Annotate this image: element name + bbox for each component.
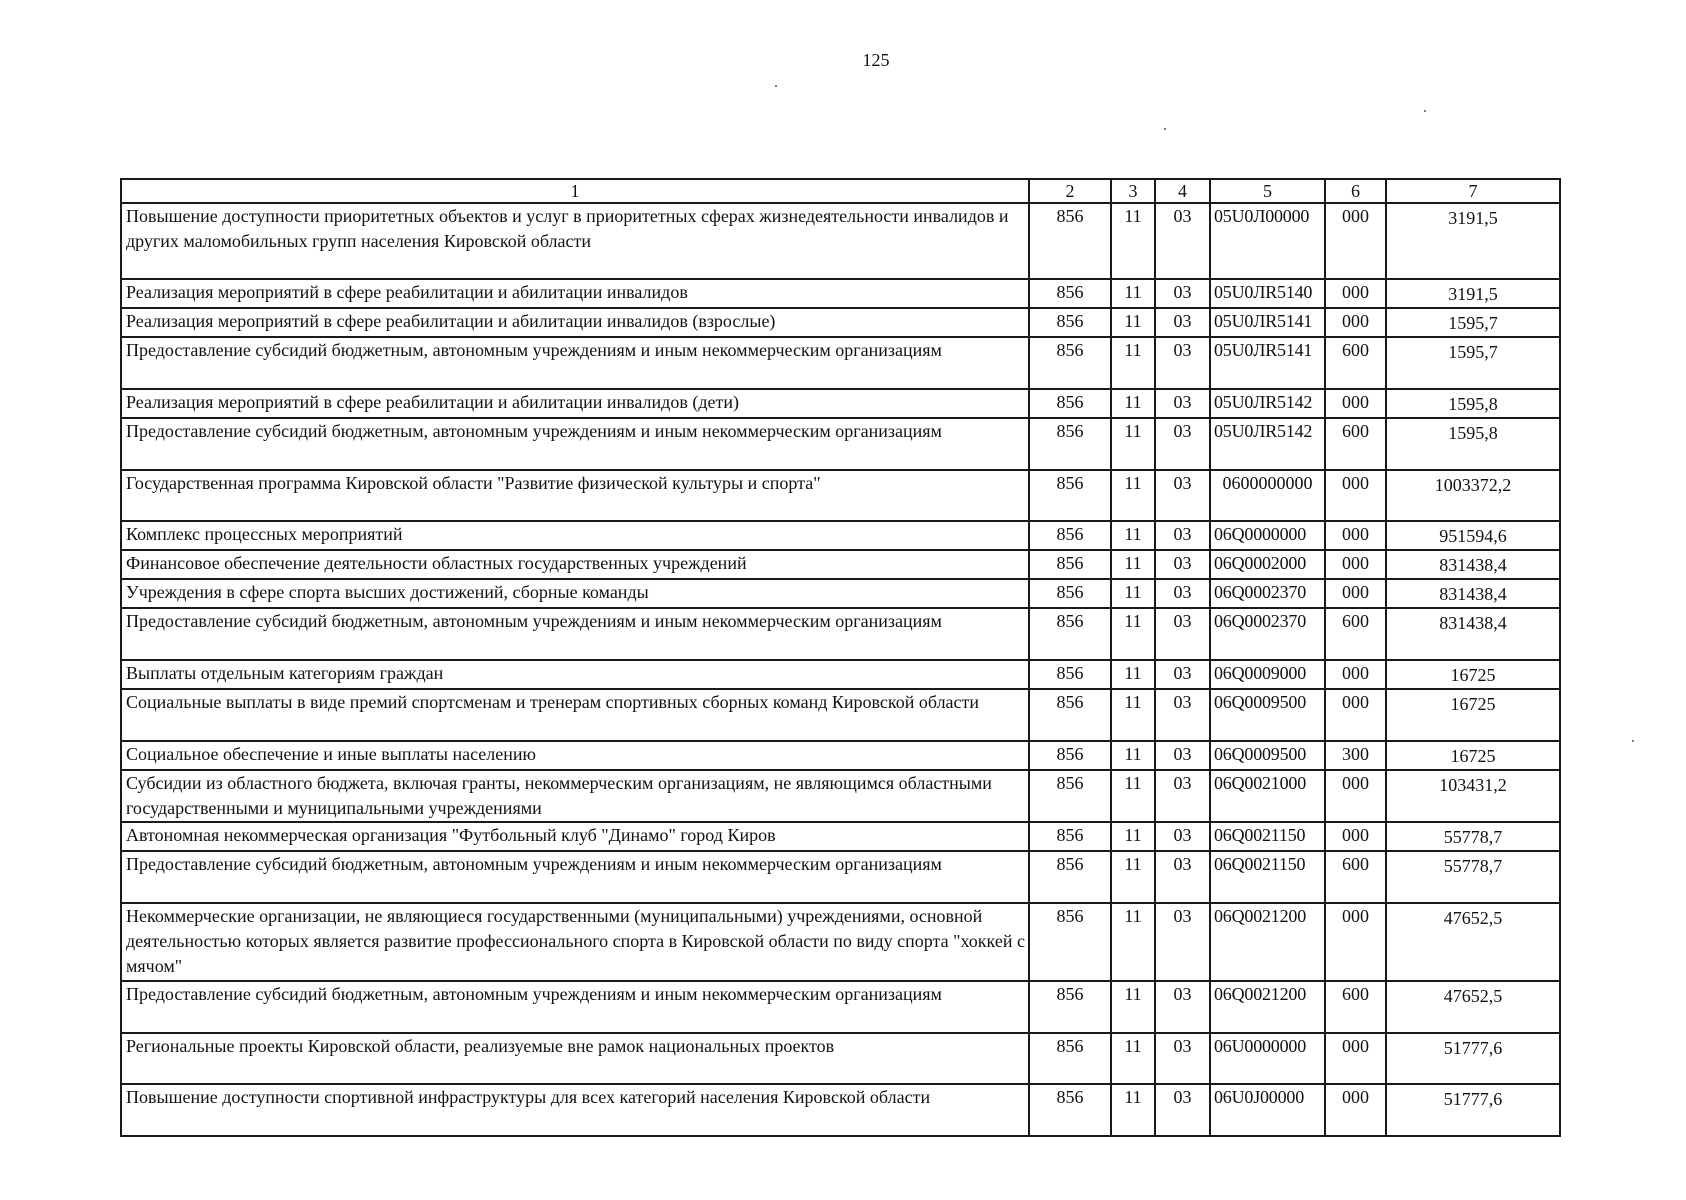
- row-code-3: 11: [1111, 903, 1155, 981]
- row-code-5: 05U0ЛR5140: [1210, 279, 1325, 308]
- row-amount: 831438,4: [1386, 608, 1560, 660]
- row-amount: 51777,6: [1386, 1084, 1560, 1136]
- row-code-6: 600: [1325, 337, 1386, 389]
- row-code-3: 11: [1111, 279, 1155, 308]
- row-code-3: 11: [1111, 470, 1155, 521]
- row-code-2: 856: [1029, 521, 1111, 550]
- table-row: [121, 389, 1560, 418]
- row-code-5: 06Q0021150: [1210, 822, 1325, 851]
- row-code-5: 06U0000000: [1210, 1033, 1325, 1084]
- table-row: [121, 660, 1560, 689]
- row-code-4: 03: [1155, 1033, 1210, 1084]
- table-row: [121, 851, 1560, 903]
- row-amount: 51777,6: [1386, 1033, 1560, 1084]
- row-code-6: 000: [1325, 203, 1386, 279]
- row-code-4: 03: [1155, 579, 1210, 608]
- row-code-3: 11: [1111, 770, 1155, 822]
- row-code-5: 05U0Л00000: [1210, 203, 1325, 279]
- row-code-5: 06Q0021000: [1210, 770, 1325, 822]
- row-code-3: 11: [1111, 822, 1155, 851]
- row-code-3: 11: [1111, 660, 1155, 689]
- row-amount: 951594,6: [1386, 521, 1560, 550]
- row-name: Финансовое обеспечение деятельности областных государственных учреждений: [121, 550, 1029, 579]
- row-name: Предоставление субсидий бюджетным, автономным учреждениям и иным некоммерческим организациям: [121, 608, 1029, 660]
- row-name: Социальное обеспечение и иные выплаты населению: [121, 741, 1029, 770]
- row-code-3: 11: [1111, 203, 1155, 279]
- row-code-2: 856: [1029, 418, 1111, 470]
- table-row: [121, 579, 1560, 608]
- table-row: [121, 608, 1560, 660]
- row-code-4: 03: [1155, 770, 1210, 822]
- table-row: [121, 470, 1560, 521]
- row-code-4: 03: [1155, 1084, 1210, 1136]
- column-header: 4: [1155, 179, 1210, 203]
- row-name: Предоставление субсидий бюджетным, автономным учреждениям и иным некоммерческим организациям: [121, 418, 1029, 470]
- row-code-3: 11: [1111, 851, 1155, 903]
- table-row: [121, 689, 1560, 741]
- row-code-6: 300: [1325, 741, 1386, 770]
- row-name: Региональные проекты Кировской области, реализуемые вне рамок национальных проектов: [121, 1033, 1029, 1084]
- row-code-4: 03: [1155, 389, 1210, 418]
- row-amount: 1595,8: [1386, 389, 1560, 418]
- table-row: [121, 418, 1560, 470]
- row-code-2: 856: [1029, 689, 1111, 741]
- row-code-5: 06Q0021200: [1210, 981, 1325, 1033]
- table-row: [121, 981, 1560, 1033]
- row-code-3: 11: [1111, 308, 1155, 337]
- row-code-4: 03: [1155, 308, 1210, 337]
- row-name: Учреждения в сфере спорта высших достижений, сборные команды: [121, 579, 1029, 608]
- table-row: [121, 1084, 1560, 1136]
- row-code-6: 000: [1325, 389, 1386, 418]
- row-code-3: 11: [1111, 550, 1155, 579]
- row-code-6: 000: [1325, 689, 1386, 741]
- row-code-6: 000: [1325, 1084, 1386, 1136]
- row-name: Предоставление субсидий бюджетным, автономным учреждениям и иным некоммерческим организациям: [121, 851, 1029, 903]
- row-code-6: 000: [1325, 521, 1386, 550]
- row-code-4: 03: [1155, 279, 1210, 308]
- page-number: 125: [862, 50, 890, 70]
- row-code-6: 000: [1325, 308, 1386, 337]
- row-code-2: 856: [1029, 1033, 1111, 1084]
- row-code-2: 856: [1029, 203, 1111, 279]
- row-code-4: 03: [1155, 822, 1210, 851]
- table-row: [121, 550, 1560, 579]
- row-code-3: 11: [1111, 337, 1155, 389]
- row-code-5: 05U0ЛR5142: [1210, 389, 1325, 418]
- row-code-2: 856: [1029, 389, 1111, 418]
- row-code-5: 06U0J00000: [1210, 1084, 1325, 1136]
- row-code-5: 06Q0000000: [1210, 521, 1325, 550]
- row-code-2: 856: [1029, 550, 1111, 579]
- row-name: Повышение доступности спортивной инфраструктуры для всех категорий населения Кировской области: [121, 1084, 1029, 1136]
- row-code-3: 11: [1111, 1033, 1155, 1084]
- row-name: Выплаты отдельным категориям граждан: [121, 660, 1029, 689]
- header-row: [121, 179, 1560, 203]
- row-code-2: 856: [1029, 579, 1111, 608]
- row-amount: 1595,7: [1386, 337, 1560, 389]
- row-amount: 47652,5: [1386, 903, 1560, 981]
- row-code-2: 856: [1029, 279, 1111, 308]
- row-code-5: 06Q0009000: [1210, 660, 1325, 689]
- row-code-5: 06Q0009500: [1210, 741, 1325, 770]
- row-code-6: 600: [1325, 981, 1386, 1033]
- table-row: [121, 279, 1560, 308]
- table-row: [121, 1033, 1560, 1084]
- row-code-3: 11: [1111, 741, 1155, 770]
- row-amount: 831438,4: [1386, 579, 1560, 608]
- row-amount: 16725: [1386, 741, 1560, 770]
- row-code-6: 000: [1325, 822, 1386, 851]
- row-code-5: 05U0ЛR5141: [1210, 337, 1325, 389]
- row-name: Субсидии из областного бюджета, включая гранты, некоммерческим организациям, не являющимся областными государственными и муниципальными учреждениями: [121, 770, 1029, 822]
- table-row: [121, 770, 1560, 822]
- scan-speck: [1164, 128, 1166, 130]
- table-row: [121, 903, 1560, 981]
- column-header: 7: [1386, 179, 1560, 203]
- row-code-4: 03: [1155, 851, 1210, 903]
- row-name: Автономная некоммерческая организация "Футбольный клуб "Динамо" город Киров: [121, 822, 1029, 851]
- row-amount: 831438,4: [1386, 550, 1560, 579]
- row-name: Некоммерческие организации, не являющиеся государственными (муниципальными) учреждениями, основной деятельностью которых является развитие профессионального спорта в Кировской области по виду спорта "хоккей с мячом": [121, 903, 1029, 981]
- row-amount: 3191,5: [1386, 203, 1560, 279]
- row-name: Реализация мероприятий в сфере реабилитации и абилитации инвалидов: [121, 279, 1029, 308]
- row-code-6: 000: [1325, 550, 1386, 579]
- row-code-5: 06Q0002370: [1210, 608, 1325, 660]
- row-code-3: 11: [1111, 1084, 1155, 1136]
- row-code-6: 000: [1325, 1033, 1386, 1084]
- row-amount: 3191,5: [1386, 279, 1560, 308]
- row-code-4: 03: [1155, 550, 1210, 579]
- row-code-2: 856: [1029, 608, 1111, 660]
- row-code-3: 11: [1111, 389, 1155, 418]
- row-code-2: 856: [1029, 981, 1111, 1033]
- row-code-5: 0600000000: [1210, 470, 1325, 521]
- row-amount: 1003372,2: [1386, 470, 1560, 521]
- row-code-3: 11: [1111, 521, 1155, 550]
- row-code-5: 06Q0002370: [1210, 579, 1325, 608]
- row-code-4: 03: [1155, 660, 1210, 689]
- row-code-2: 856: [1029, 903, 1111, 981]
- row-code-2: 856: [1029, 822, 1111, 851]
- scan-speck: [1424, 110, 1426, 112]
- row-code-3: 11: [1111, 418, 1155, 470]
- column-header: 1: [121, 179, 1029, 203]
- row-amount: 1595,8: [1386, 418, 1560, 470]
- row-code-4: 03: [1155, 608, 1210, 660]
- column-header: 6: [1325, 179, 1386, 203]
- column-header: 2: [1029, 179, 1111, 203]
- row-code-5: 05U0ЛR5142: [1210, 418, 1325, 470]
- row-code-4: 03: [1155, 689, 1210, 741]
- row-name: Комплекс процессных мероприятий: [121, 521, 1029, 550]
- row-code-6: 600: [1325, 608, 1386, 660]
- table-row: [121, 741, 1560, 770]
- row-name: Реализация мероприятий в сфере реабилитации и абилитации инвалидов (взрослые): [121, 308, 1029, 337]
- row-amount: 16725: [1386, 660, 1560, 689]
- row-code-3: 11: [1111, 579, 1155, 608]
- table-row: [121, 822, 1560, 851]
- column-header: 3: [1111, 179, 1155, 203]
- row-name: Реализация мероприятий в сфере реабилитации и абилитации инвалидов (дети): [121, 389, 1029, 418]
- row-code-3: 11: [1111, 981, 1155, 1033]
- row-code-2: 856: [1029, 1084, 1111, 1136]
- row-code-6: 000: [1325, 579, 1386, 608]
- row-code-6: 000: [1325, 470, 1386, 521]
- row-name: Социальные выплаты в виде премий спортсменам и тренерам спортивных сборных команд Кировской области: [121, 689, 1029, 741]
- row-code-2: 856: [1029, 741, 1111, 770]
- row-code-2: 856: [1029, 770, 1111, 822]
- row-code-4: 03: [1155, 337, 1210, 389]
- row-code-4: 03: [1155, 470, 1210, 521]
- table-row: [121, 521, 1560, 550]
- column-header: 5: [1210, 179, 1325, 203]
- scan-speck: [1632, 740, 1634, 742]
- row-amount: 55778,7: [1386, 822, 1560, 851]
- row-code-2: 856: [1029, 337, 1111, 389]
- row-code-5: 06Q0021200: [1210, 903, 1325, 981]
- row-code-6: 600: [1325, 418, 1386, 470]
- row-code-5: 06Q0021150: [1210, 851, 1325, 903]
- row-name: Предоставление субсидий бюджетным, автономным учреждениям и иным некоммерческим организациям: [121, 981, 1029, 1033]
- row-code-2: 856: [1029, 470, 1111, 521]
- row-amount: 103431,2: [1386, 770, 1560, 822]
- row-code-4: 03: [1155, 203, 1210, 279]
- budget-table: [120, 178, 1561, 1137]
- row-code-3: 11: [1111, 608, 1155, 660]
- row-amount: 55778,7: [1386, 851, 1560, 903]
- row-amount: 16725: [1386, 689, 1560, 741]
- row-code-4: 03: [1155, 521, 1210, 550]
- row-code-5: 06Q0009500: [1210, 689, 1325, 741]
- row-code-6: 000: [1325, 660, 1386, 689]
- row-name: Предоставление субсидий бюджетным, автономным учреждениям и иным некоммерческим организациям: [121, 337, 1029, 389]
- row-code-4: 03: [1155, 903, 1210, 981]
- table-row: [121, 337, 1560, 389]
- row-name: Повышение доступности приоритетных объектов и услуг в приоритетных сферах жизнедеятельности инвалидов и других маломобильных групп населения Кировской области: [121, 203, 1029, 279]
- row-code-6: 000: [1325, 770, 1386, 822]
- row-code-2: 856: [1029, 851, 1111, 903]
- row-code-6: 600: [1325, 851, 1386, 903]
- row-amount: 1595,7: [1386, 308, 1560, 337]
- scan-speck: [775, 85, 777, 87]
- row-code-2: 856: [1029, 660, 1111, 689]
- row-code-6: 000: [1325, 903, 1386, 981]
- row-code-4: 03: [1155, 981, 1210, 1033]
- row-code-6: 000: [1325, 279, 1386, 308]
- row-code-3: 11: [1111, 689, 1155, 741]
- table-row: [121, 203, 1560, 279]
- row-code-4: 03: [1155, 418, 1210, 470]
- row-code-5: 06Q0002000: [1210, 550, 1325, 579]
- table-row: [121, 308, 1560, 337]
- row-code-2: 856: [1029, 308, 1111, 337]
- row-code-4: 03: [1155, 741, 1210, 770]
- row-code-5: 05U0ЛR5141: [1210, 308, 1325, 337]
- row-amount: 47652,5: [1386, 981, 1560, 1033]
- row-name: Государственная программа Кировской области "Развитие физической культуры и спорта": [121, 470, 1029, 521]
